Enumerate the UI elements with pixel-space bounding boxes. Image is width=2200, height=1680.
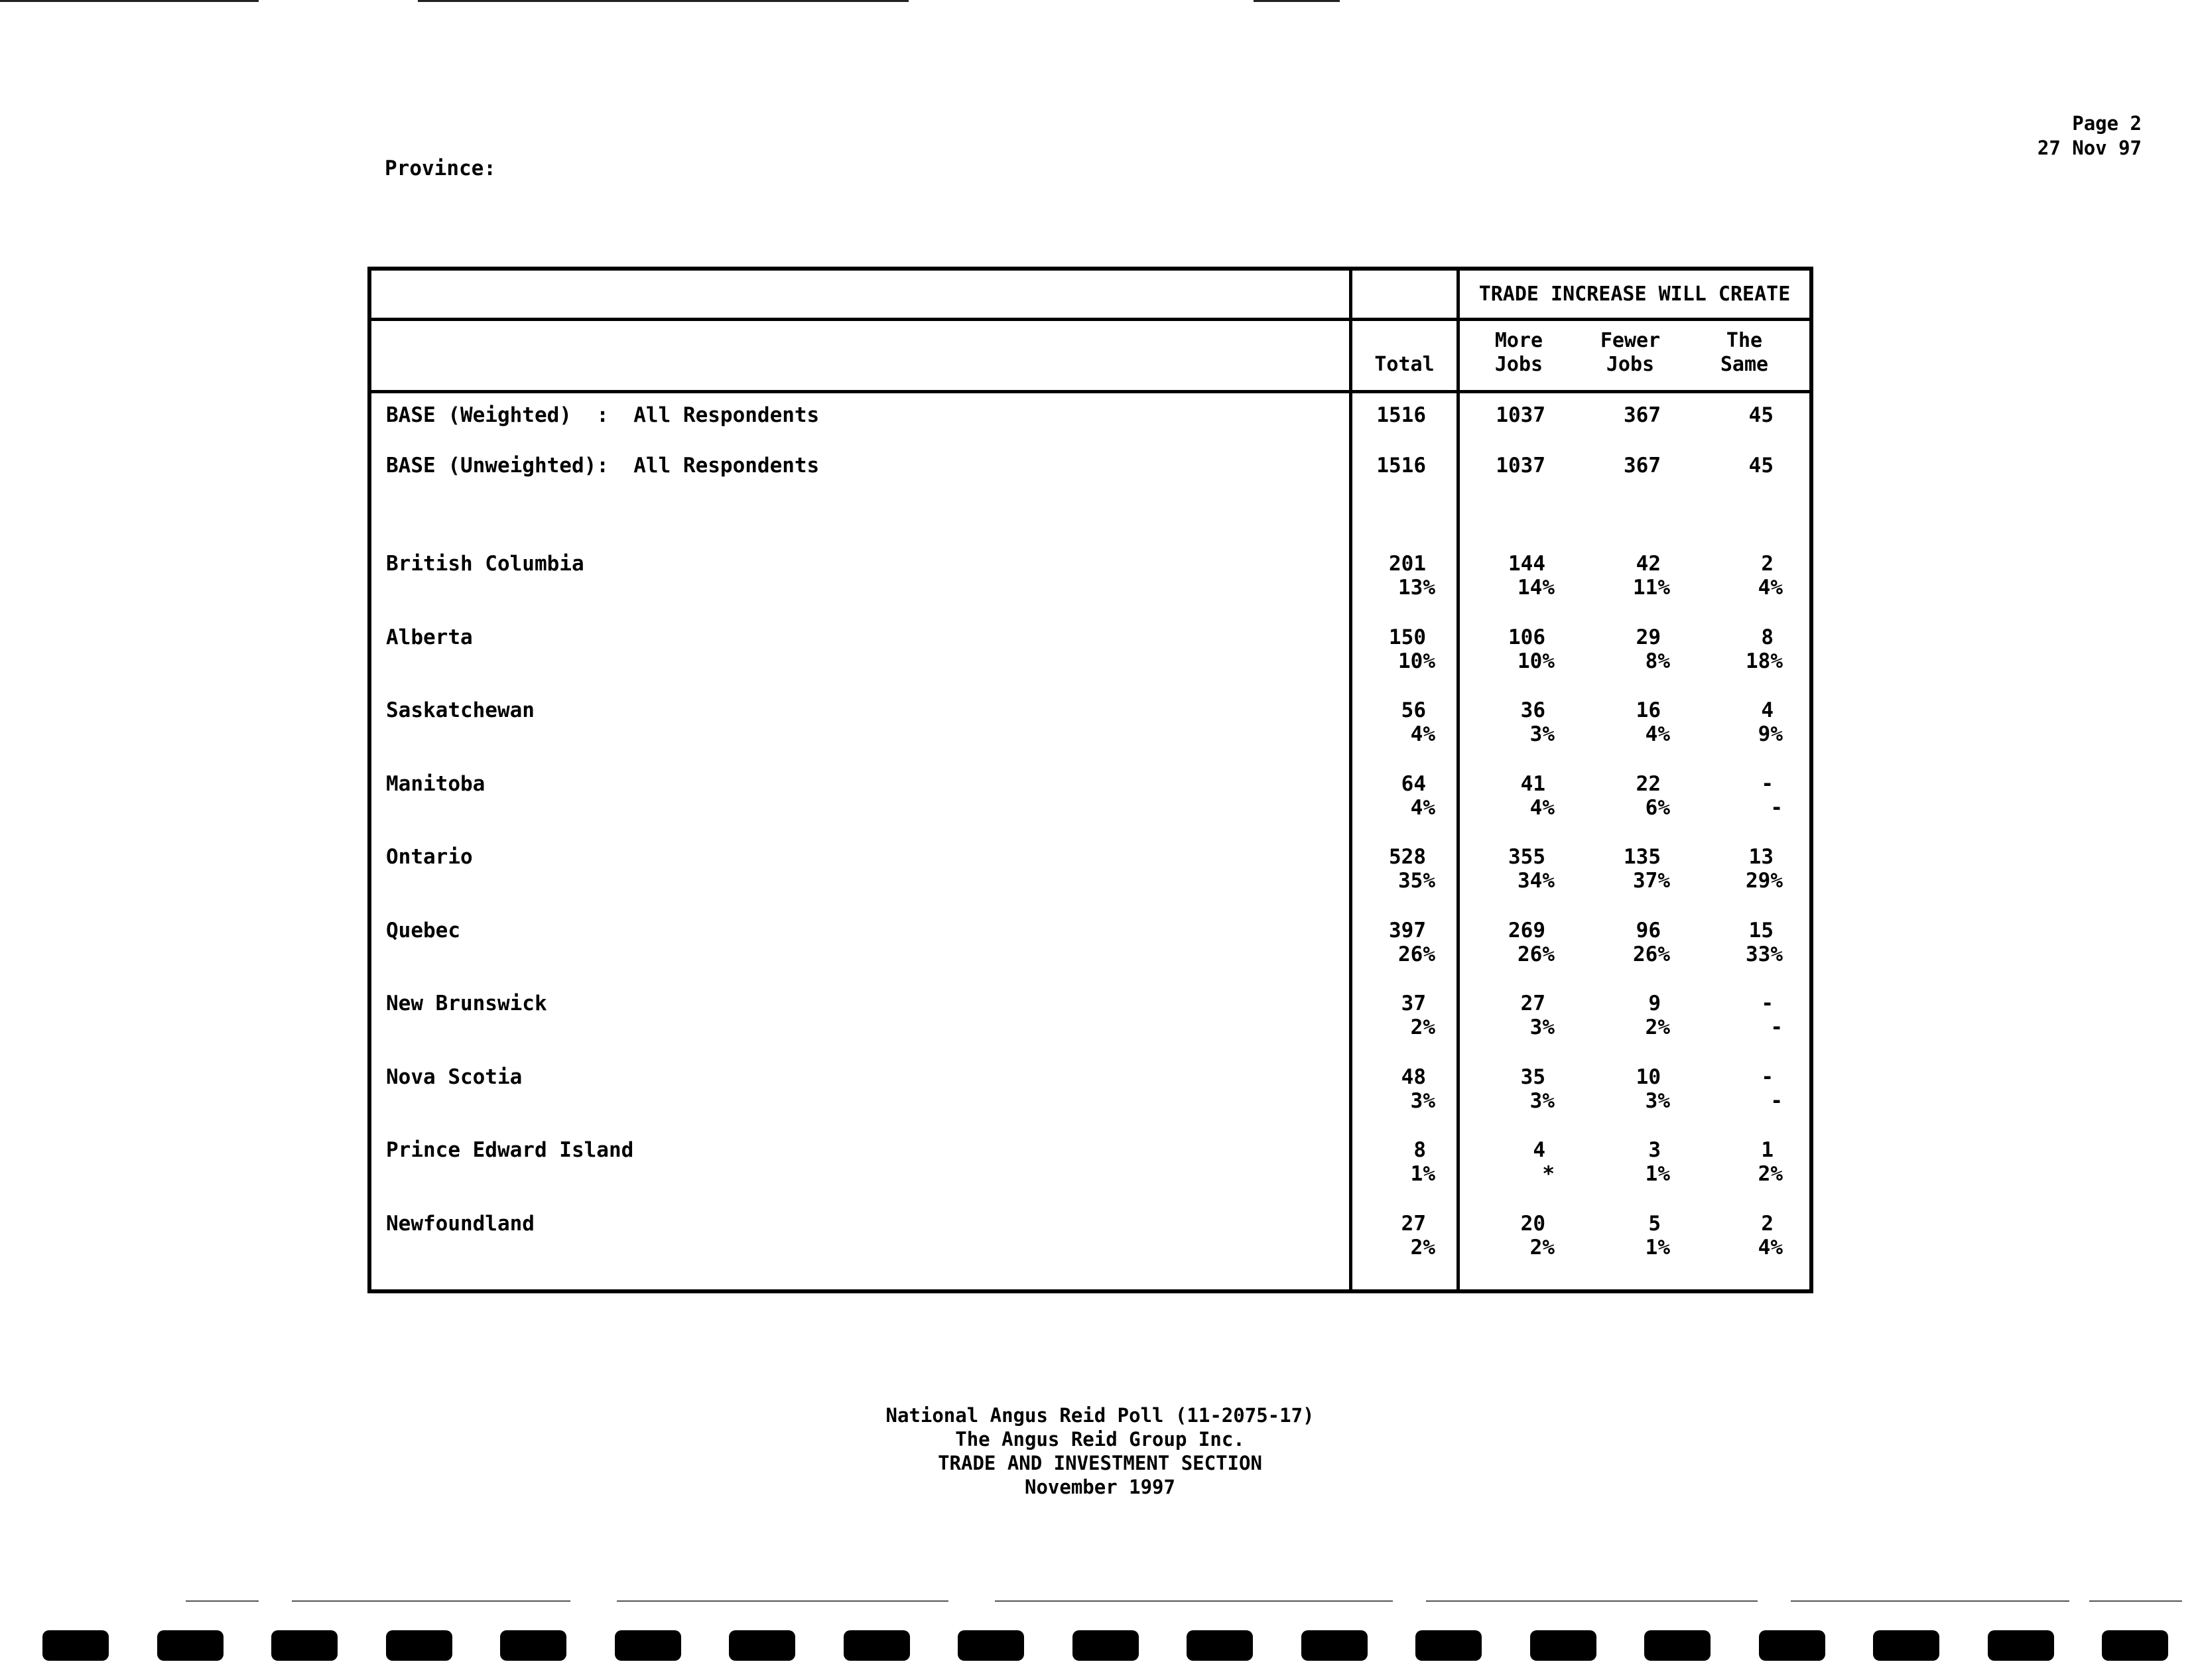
- row-label: Nova Scotia: [386, 1065, 523, 1089]
- table-cell-percent: 3%: [1529, 1089, 1555, 1113]
- perforation-hole: [1187, 1630, 1253, 1661]
- table-cell-count: 397: [1389, 919, 1426, 942]
- table-cell-percent: 6%: [1645, 796, 1670, 820]
- table-cell-percent: 2%: [1758, 1162, 1783, 1186]
- table-cell-count: 27: [1520, 992, 1545, 1015]
- table-cell-percent: 26%: [1518, 942, 1555, 966]
- scan-edge-line: [2089, 1600, 2182, 1602]
- row-label: Saskatchewan: [386, 698, 535, 722]
- table-cell-percent: 35%: [1398, 869, 1435, 893]
- table-cell-count: 355: [1508, 845, 1545, 869]
- table-cell-percent: -: [1770, 1015, 1783, 1039]
- table-cell-count: 27: [1401, 1212, 1426, 1236]
- scan-edge-line: [0, 0, 259, 2]
- row-label: Newfoundland: [386, 1212, 535, 1236]
- table-cell-percent: 37%: [1633, 869, 1670, 893]
- province-label: Province:: [385, 157, 496, 180]
- table-cell-percent: 4%: [1645, 722, 1670, 746]
- row-label: Ontario: [386, 845, 473, 869]
- scan-edge-line: [1254, 0, 1340, 2]
- table-cell-count: 64: [1401, 772, 1426, 796]
- table-cell-percent: 3%: [1529, 722, 1555, 746]
- table-cell-count: 37: [1401, 992, 1426, 1015]
- table-cell-percent: 33%: [1746, 942, 1783, 966]
- perforation-hole: [844, 1630, 910, 1661]
- scan-edge-line: [418, 0, 909, 2]
- table-cell-percent: *: [1542, 1162, 1555, 1186]
- table-cell-percent: 2%: [1529, 1236, 1555, 1260]
- table-cell-count: -: [1761, 772, 1774, 796]
- table-cell-percent: 11%: [1633, 576, 1670, 600]
- table-cell-count: 29: [1636, 625, 1661, 649]
- table-cell-percent: 26%: [1398, 942, 1435, 966]
- table-cell-percent: 2%: [1410, 1015, 1435, 1039]
- table-cell-percent: 13%: [1398, 576, 1435, 600]
- perforation-hole: [42, 1630, 109, 1661]
- table-cell-count: 135: [1624, 845, 1661, 869]
- perforation-hole: [1530, 1630, 1596, 1661]
- perforation-hole: [1873, 1630, 1939, 1661]
- table-divider: [371, 390, 1809, 393]
- table-cell-count: 1: [1761, 1138, 1774, 1162]
- perforation-hole: [1301, 1630, 1368, 1661]
- row-label: Manitoba: [386, 772, 485, 796]
- scan-edge-line: [292, 1600, 570, 1602]
- footer: [0, 1403, 2200, 1499]
- table-cell-count: 2: [1761, 552, 1774, 576]
- scan-edge-line: [995, 1600, 1393, 1602]
- table-cell-percent: 4%: [1410, 796, 1435, 820]
- perforation-hole: [1072, 1630, 1139, 1661]
- page-date: 27 Nov 97: [2037, 137, 2142, 159]
- table-cell: 367: [1624, 403, 1661, 427]
- table-cell-count: 4: [1761, 698, 1774, 722]
- perforation-hole: [1644, 1630, 1711, 1661]
- table-cell-count: 2: [1761, 1212, 1774, 1236]
- perforation-hole: [271, 1630, 338, 1661]
- table-cell-percent: 2%: [1410, 1236, 1435, 1260]
- perforation-hole: [386, 1630, 452, 1661]
- table-cell-count: 36: [1520, 698, 1545, 722]
- table-cell-percent: -: [1770, 796, 1783, 820]
- scan-edge-line: [1791, 1600, 2069, 1602]
- perforation-hole: [729, 1630, 795, 1661]
- perforation-hole: [1759, 1630, 1825, 1661]
- table-cell-count: 269: [1508, 919, 1545, 942]
- perforation-hole: [2102, 1630, 2168, 1661]
- table-cell-percent: -: [1770, 1089, 1783, 1113]
- table-cell-count: 22: [1636, 772, 1661, 796]
- table-cell-count: 56: [1401, 698, 1426, 722]
- row-label: New Brunswick: [386, 992, 547, 1015]
- table-cell-count: 528: [1389, 845, 1426, 869]
- table-cell-count: 96: [1636, 919, 1661, 942]
- group-header: TRADE INCREASE WILL CREATE: [1478, 283, 1791, 306]
- table-cell-count: 41: [1520, 772, 1545, 796]
- table-cell-count: 4: [1533, 1138, 1545, 1162]
- data-table: [367, 267, 1813, 1293]
- table-cell-count: 48: [1401, 1065, 1426, 1089]
- table-cell-percent: 1%: [1645, 1162, 1670, 1186]
- column-header-total: Total: [1374, 353, 1435, 376]
- table-cell-count: -: [1761, 1065, 1774, 1089]
- table-cell: 45: [1748, 454, 1774, 478]
- table-divider: [1456, 271, 1460, 1289]
- table-cell-percent: 1%: [1410, 1162, 1435, 1186]
- table-cell-count: 10: [1636, 1065, 1661, 1089]
- table-cell-percent: 14%: [1518, 576, 1555, 600]
- perforation-hole: [500, 1630, 566, 1661]
- table-cell-percent: 10%: [1398, 649, 1435, 673]
- row-label: British Columbia: [386, 552, 584, 576]
- row-label: Prince Edward Island: [386, 1138, 634, 1162]
- table-cell-percent: 9%: [1758, 722, 1783, 746]
- table-cell-count: 42: [1636, 552, 1661, 576]
- table-cell-count: 13: [1748, 845, 1774, 869]
- perforation-hole: [157, 1630, 224, 1661]
- page-info: [2038, 111, 2142, 161]
- footer-line: National Angus Reid Poll (11-2075-17): [885, 1404, 1315, 1427]
- scan-edge-line: [617, 1600, 948, 1602]
- table-cell: 367: [1624, 454, 1661, 478]
- footer-line: November 1997: [1025, 1476, 1175, 1498]
- table-cell-percent: 3%: [1529, 1015, 1555, 1039]
- perforation-hole: [1988, 1630, 2054, 1661]
- scan-edge-line: [186, 1600, 259, 1602]
- footer-line: TRADE AND INVESTMENT SECTION: [938, 1452, 1262, 1474]
- table-cell: 1516: [1376, 454, 1426, 478]
- column-header-fewer-jobs: Fewer Jobs: [1600, 329, 1661, 376]
- table-cell-count: 8: [1413, 1138, 1426, 1162]
- column-header-more-jobs: More Jobs: [1494, 329, 1543, 376]
- table-cell-count: 3: [1648, 1138, 1661, 1162]
- table-cell-percent: 4%: [1758, 1236, 1783, 1260]
- table-cell-count: 35: [1520, 1065, 1545, 1089]
- table-cell-percent: 26%: [1633, 942, 1670, 966]
- table-cell-count: 150: [1389, 625, 1426, 649]
- table-cell-count: 106: [1508, 625, 1545, 649]
- perforation-hole: [958, 1630, 1024, 1661]
- row-label: Quebec: [386, 919, 460, 942]
- table-cell-percent: 2%: [1645, 1015, 1670, 1039]
- table-divider: [371, 318, 1809, 321]
- table-cell-count: 9: [1648, 992, 1661, 1015]
- table-cell-percent: 3%: [1410, 1089, 1435, 1113]
- table-cell-count: -: [1761, 992, 1774, 1015]
- table-cell: 45: [1748, 403, 1774, 427]
- base-unweighted-label: BASE (Unweighted): All Respondents: [386, 454, 820, 478]
- table-cell-count: 20: [1520, 1212, 1545, 1236]
- table-cell-count: 201: [1389, 552, 1426, 576]
- table-cell-percent: 10%: [1518, 649, 1555, 673]
- table-cell-percent: 4%: [1410, 722, 1435, 746]
- table-cell-percent: 34%: [1518, 869, 1555, 893]
- table-cell: 1037: [1496, 403, 1545, 427]
- table-cell-percent: 3%: [1645, 1089, 1670, 1113]
- column-header-the-same: The Same: [1720, 329, 1769, 376]
- table-cell: 1037: [1496, 454, 1545, 478]
- table-cell: 1516: [1376, 403, 1426, 427]
- table-cell-percent: 8%: [1645, 649, 1670, 673]
- table-cell-percent: 4%: [1758, 576, 1783, 600]
- row-label: Alberta: [386, 625, 473, 649]
- table-cell-percent: 29%: [1746, 869, 1783, 893]
- perforation-hole: [615, 1630, 681, 1661]
- table-cell-count: 8: [1761, 625, 1774, 649]
- table-cell-percent: 1%: [1645, 1236, 1670, 1260]
- perforation-hole: [1415, 1630, 1482, 1661]
- page-number: Page 2: [2072, 112, 2142, 135]
- table-cell-count: 16: [1636, 698, 1661, 722]
- table-cell-count: 15: [1748, 919, 1774, 942]
- base-weighted-label: BASE (Weighted) : All Respondents: [386, 403, 820, 427]
- scan-edge-line: [1426, 1600, 1758, 1602]
- table-cell-count: 5: [1648, 1212, 1661, 1236]
- table-cell-percent: 18%: [1746, 649, 1783, 673]
- table-cell-count: 144: [1508, 552, 1545, 576]
- table-cell-percent: 4%: [1529, 796, 1555, 820]
- footer-line: The Angus Reid Group Inc.: [955, 1428, 1245, 1451]
